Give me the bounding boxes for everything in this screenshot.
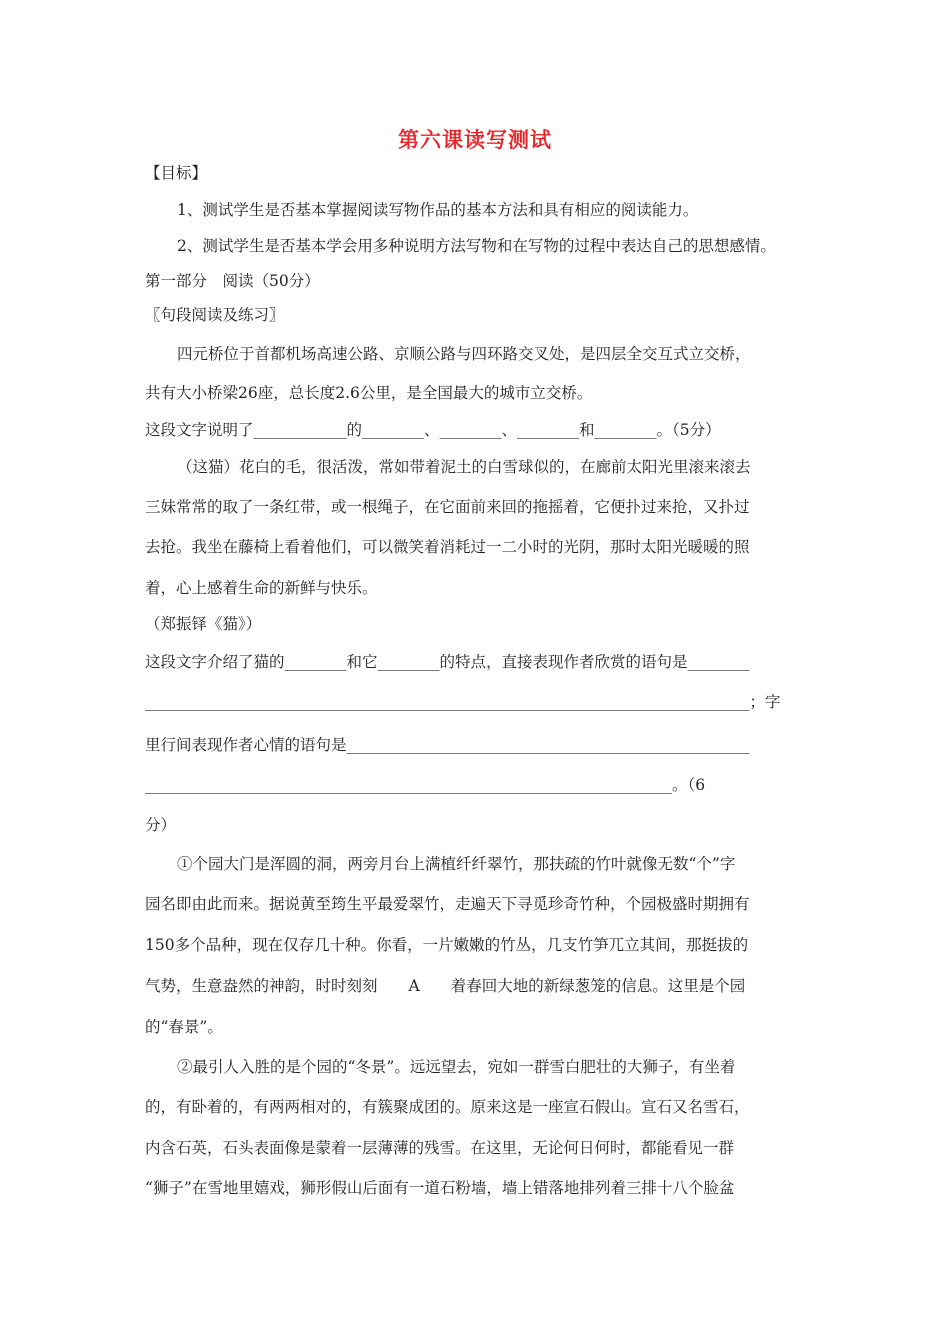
question-2-line: ______________________________________________________________________________；字 [145, 693, 781, 711]
passage-2-source: （郑振铎《猫》） [145, 615, 262, 633]
question-2-line: 里行间表现作者心情的语句是____________________________________________________ [145, 736, 750, 754]
passage-1-line: 四元桥位于首都机场高速公路、京顺公路与四环路交叉处，是四层全交互式立交桥， [177, 345, 751, 363]
passage-4-line: ②最引人入胜的是个园的“冬景”。远远望去，宛如一群雪白肥壮的大狮子，有坐着 [177, 1058, 736, 1076]
passage-3-line: 150多个品种，现在仅存几十种。你看，一片嫩嫩的竹丛，几支竹笋兀立其间，那挺拔的 [145, 936, 749, 954]
passage-4-line: 内含石英，石头表面像是蒙着一层薄薄的残雪。在这里，无论何日何时，都能看见一群 [145, 1139, 735, 1157]
passage-3-line: 园名即由此而来。据说黄至筠生平最爱翠竹，走遍天下寻觅珍奇竹种，个园极盛时期拥有 [145, 895, 750, 913]
passage-2-line: 着，心上感着生命的新鲜与快乐。 [145, 579, 378, 597]
passage-3-line: 的“春景”。 [145, 1018, 223, 1036]
question-2-line: 分） [145, 816, 177, 834]
question-2-line: ____________________________________________________________________。（6 [145, 776, 706, 794]
passage-2-line: 三妹常常的取了一条红带，或一根绳子，在它面前来回的拖摇着，它便扑过来抢，又扑过 [145, 498, 750, 516]
passage-4-line: 的，有卧着的，有两两相对的，有簇聚成团的。原来这是一座宣石假山。宣石又名雪石， [145, 1098, 750, 1116]
goal-1: 1、测试学生是否基本掌握阅读写物作品的基本方法和具有相应的阅读能力。 [177, 201, 699, 219]
question-2-line: 这段文字介绍了猫的________和它________的特点，直接表现作者欣赏的语句是________ [145, 653, 750, 671]
passage-1-line: 共有大小桥梁26座，总长度2.6公里，是全国最大的城市立交桥。 [145, 384, 593, 402]
passage-4-line: “狮子”在雪地里嬉戏，狮形假山后面有一道石粉墙，墙上错落地排列着三排十八个脸盆 [145, 1179, 735, 1197]
passage-3-line: ①个园大门是浑圆的洞，两旁月台上满植纤纤翠竹，那扶疏的竹叶就像无数“个”字 [177, 855, 736, 873]
goal-2: 2、测试学生是否基本学会用多种说明方法写物和在写物的过程中表达自己的思想感情。 [177, 237, 776, 255]
passage-2-line: 去抢。我坐在藤椅上看着他们，可以微笑着消耗过一二小时的光阴，那时太阳光暖暖的照 [145, 538, 750, 556]
passage-2-line: （这猫）花白的毛，很活泼，常如带着泥土的白雪球似的，在廊前太阳光里滚来滚去 [177, 458, 751, 476]
question-1: 这段文字说明了____________的________、________、________和________。（5分） [145, 421, 721, 439]
goal-header: 【目标】 [145, 164, 208, 182]
section-heading: 〖句段阅读及练习〗 [145, 306, 285, 324]
page-title: 第六课读写测试 [398, 127, 552, 152]
passage-3-line: 气势，生意盎然的神韵，时时刻刻 A 着春回大地的新绿葱笼的信息。这里是个园 [145, 977, 746, 995]
part-one-heading: 第一部分 阅读（50分） [145, 272, 320, 290]
